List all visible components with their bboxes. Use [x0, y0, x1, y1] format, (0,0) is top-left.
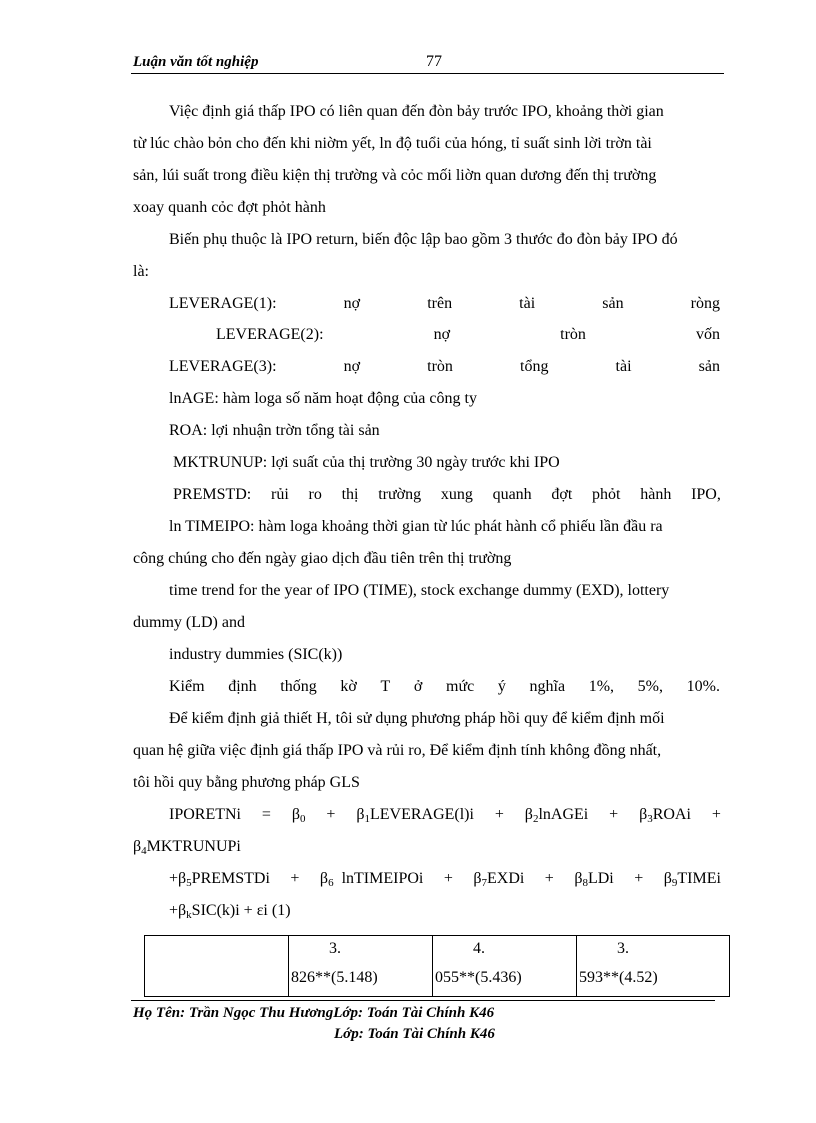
- equation-line-4: [169, 901, 291, 921]
- t-test-word: nghĩa: [529, 678, 566, 695]
- leverage-2-line: [216, 325, 720, 345]
- paragraph-1-line-3: sản, lúi suất trong điều kiện thị trường và cỏc mối liờn quan dương đến thị trường: [133, 167, 657, 184]
- equation-term-time: $\beta_9TIMEi$: [663, 870, 721, 889]
- paragraph-3-line-1: Để kiểm định giả thiết H, tôi sử dụng phương pháp hồi quy để kiểm định mối: [169, 710, 665, 727]
- table-cell: 3. 593**(4.52): [577, 936, 730, 997]
- header-title: Luận văn tốt nghiệp: [133, 54, 259, 70]
- leverage-1-word: nợ: [343, 295, 361, 312]
- page-number: 77: [426, 53, 442, 70]
- time-trend-line-2: dummy (LD) and: [133, 614, 245, 631]
- t-test-word: mức: [446, 678, 475, 695]
- premstd-word: trường: [378, 486, 422, 503]
- equation-plus: +: [290, 870, 300, 887]
- roa-definition: ROA: lợi nhuận trờn tổng tài sản: [169, 422, 380, 439]
- t-test-word: thống: [280, 678, 317, 695]
- leverage-1-word: LEVERAGE(1):: [169, 295, 277, 312]
- leverage-1-word: ròng: [690, 295, 720, 312]
- t-test-word: 10%.: [686, 678, 720, 695]
- footer-class: Lớp: Toán Tài Chính K46: [334, 1026, 495, 1042]
- equation-term-lntimeipo: $\beta_6$ lnTIMEIPOi: [319, 870, 424, 889]
- equation-line-2: [133, 837, 241, 857]
- equation-lhs: IPORETNi: [169, 806, 241, 823]
- premstd-word: thị: [341, 486, 359, 503]
- paragraph-2-line-2: là:: [133, 263, 149, 280]
- paragraph-1-line-4: xoay quanh cỏc đợt phỏt hành: [133, 199, 326, 216]
- t-test-word: 5%,: [637, 678, 663, 695]
- results-table: [144, 935, 730, 997]
- t-test-word: kờ: [340, 678, 357, 695]
- time-trend-line-1: time trend for the year of IPO (TIME), stock exchange dummy (EXD), lottery: [169, 582, 670, 599]
- leverage-3-word: nợ: [343, 358, 361, 375]
- leverage-3-word: LEVERAGE(3):: [169, 358, 277, 375]
- t-test-word: định: [228, 678, 257, 695]
- footer-author: Họ Tên: Trần Ngọc Thu HươngLớp: Toán Tài Chính K46: [133, 1005, 495, 1021]
- equation-plus: +: [443, 870, 453, 887]
- lnage-definition: lnAGE: hàm loga số năm hoạt động của công ty: [169, 390, 477, 407]
- t-test-word: ý: [497, 678, 506, 695]
- leverage-1-word: tài: [519, 295, 536, 312]
- leverage-1-word: trên: [427, 295, 453, 312]
- paragraph-2-line-1: Biến phụ thuộc là IPO return, biến độc lập bao gồm 3 thước đo đòn bảy IPO đó: [169, 231, 678, 248]
- t-test-word: ở: [413, 678, 423, 695]
- table-cell: [145, 936, 289, 997]
- table-row: [145, 936, 730, 997]
- premstd-word: đợt: [551, 486, 573, 503]
- premstd-word: quanh: [492, 486, 532, 503]
- equation-term-mktrunup: $\beta_4MKTRUNUPi$: [133, 838, 241, 857]
- equation-term-exd: $\beta_7EXDi$: [473, 870, 525, 889]
- leverage-3-line: [169, 357, 720, 377]
- header-rule: [131, 73, 724, 74]
- t-test-word: Kiểm: [169, 678, 205, 695]
- leverage-2-word: LEVERAGE(2):: [216, 326, 324, 343]
- equation-term-leverage: $\beta_1LEVERAGE(l)i$: [356, 806, 474, 825]
- premstd-word: xung: [440, 486, 473, 503]
- equation-plus: +: [494, 806, 504, 823]
- equation-plus: +: [711, 806, 721, 823]
- equation-term-premstd: $+\beta_5PREMSTDi$: [169, 870, 270, 889]
- lntimeipo-line-1: ln TIMEIPO: hàm loga khoảng thời gian từ lúc phát hành cổ phiếu lần đầu ra: [169, 518, 663, 535]
- leverage-1-word: sản: [602, 295, 624, 312]
- equation-plus: +: [326, 806, 336, 823]
- leverage-2-word: tròn: [560, 326, 586, 343]
- equation-plus: +: [634, 870, 644, 887]
- footer-rule: [131, 1000, 715, 1001]
- leverage-3-word: tài: [615, 358, 632, 375]
- mktrunup-definition: MKTRUNUP: lợi suất của thị trường 30 ngày trước khi IPO: [173, 454, 560, 471]
- leverage-3-word: sản: [698, 358, 720, 375]
- premstd-word: ro: [308, 486, 322, 503]
- premstd-word: rủi: [270, 486, 289, 503]
- t-test-word: 1%,: [588, 678, 615, 695]
- premstd-word: hành: [640, 486, 672, 503]
- leverage-3-word: tổng: [520, 358, 549, 375]
- equation-term-roa: $\beta_3ROAi$: [639, 806, 691, 825]
- paragraph-3-line-3: tôi hồi quy bằng phương pháp GLS: [133, 774, 360, 791]
- paragraph-1-line-1: Việc định giá thấp IPO có liên quan đến đòn bảy trước IPO, khoảng thời gian: [169, 103, 664, 120]
- premstd-definition: [173, 485, 721, 505]
- equation-plus: +: [609, 806, 619, 823]
- equation-equals: =: [261, 806, 271, 823]
- equation-plus: +: [544, 870, 554, 887]
- equation-line-3: [169, 869, 721, 889]
- leverage-2-word: nợ: [433, 326, 451, 343]
- paragraph-1-line-2: từ lúc chào bỏn cho đến khi niờm yết, ln độ tuổi của hóng, tỉ suất sinh lời trờn tài: [133, 135, 652, 152]
- leverage-3-word: tròn: [427, 358, 453, 375]
- equation-term-ld: $\beta_8LDi$: [574, 870, 614, 889]
- lntimeipo-line-2: công chúng cho đến ngày giao dịch đầu tiên trên thị trường: [133, 550, 512, 567]
- paragraph-3-line-2: quan hệ giữa việc định giá thấp IPO và rủi ro, Để kiểm định tính không đồng nhất,: [133, 742, 662, 759]
- table-cell: 3. 826**(5.148): [289, 936, 433, 997]
- premstd-word: PREMSTD:: [173, 486, 252, 503]
- premstd-word: IPO,: [691, 486, 721, 503]
- leverage-1-line: [169, 294, 720, 314]
- t-test-word: T: [380, 678, 391, 695]
- t-test-line: [169, 677, 720, 697]
- equation-term-lnage: $\beta_2lnAGEi$: [524, 806, 589, 825]
- leverage-2-word: vốn: [695, 326, 720, 343]
- premstd-word: phỏt: [592, 486, 621, 503]
- industry-dummies: industry dummies (SIC(k)): [169, 646, 343, 663]
- equation-term-sic: $+\beta_kSIC(k)i + \varepsilon i$ (1): [169, 902, 291, 921]
- table-cell: 4. 055**(5.436): [433, 936, 577, 997]
- equation-term-beta0: $\beta_0$: [291, 806, 306, 825]
- equation-line-1: [169, 805, 721, 825]
